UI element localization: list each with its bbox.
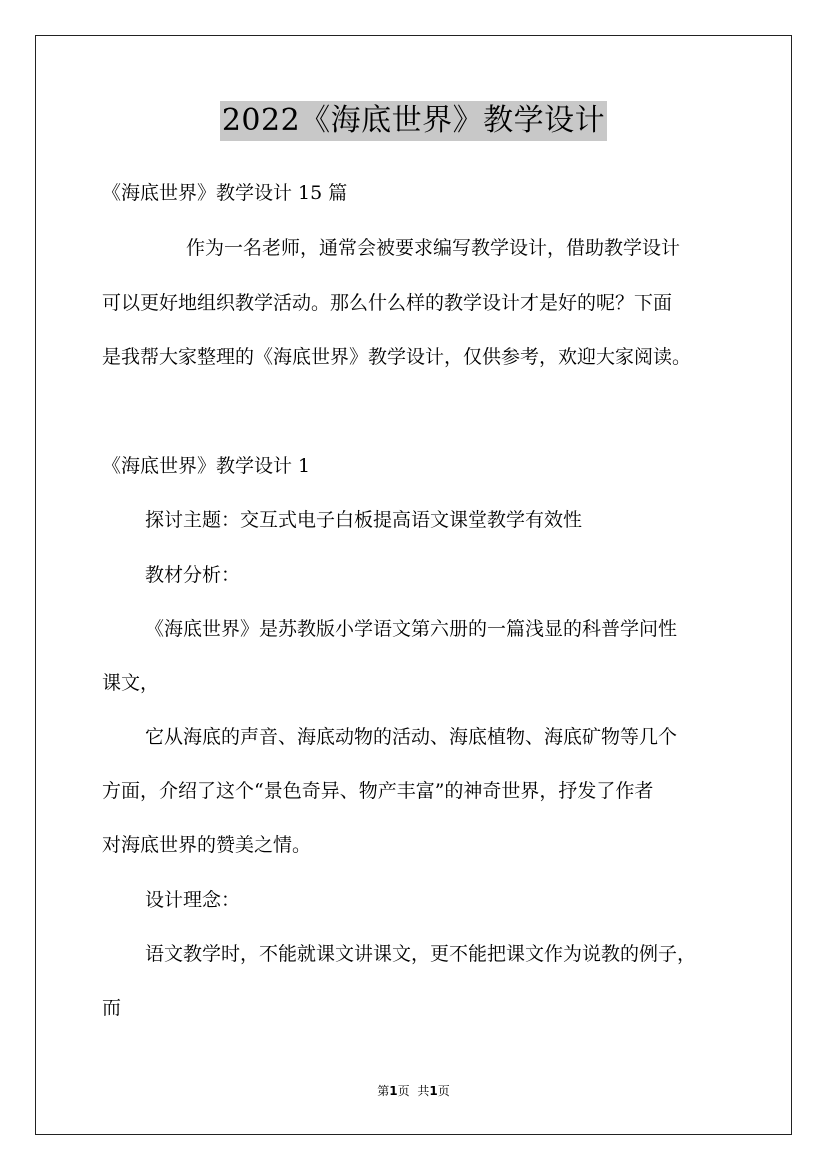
paragraph-concept-heading: 设计理念：	[145, 889, 241, 911]
intro-line-2: 可以更好地组织教学活动。那么什么样的教学设计才是好的呢？下面	[102, 292, 673, 314]
footer-page-number: 1	[389, 1084, 398, 1098]
footer-total-suffix: 页	[437, 1084, 450, 1098]
page-footer	[0, 1083, 827, 1099]
footer-page-prefix: 第	[377, 1084, 390, 1098]
paragraph-concept-line-2: 而	[102, 997, 122, 1019]
intro-line-3: 是我帮大家整理的《海底世界》教学设计，仅供参考，欢迎大家阅读。	[102, 346, 692, 368]
paragraph-material-heading: 教材分析：	[145, 564, 241, 586]
paragraph-material-line-2: 课文，	[102, 672, 160, 694]
document-subtitle: 《海底世界》教学设计 15 篇	[102, 182, 348, 204]
paragraph-topic: 探讨主题：交互式电子白板提高语文课堂教学有效性	[145, 509, 583, 531]
title-container	[0, 101, 827, 141]
paragraph-concept-line-1: 语文教学时，不能就课文讲课文，更不能把课文作为说教的例子，	[145, 943, 697, 965]
intro-line-1: 作为一名老师，通常会被要求编写教学设计，借助教学设计	[186, 237, 681, 259]
paragraph-content-line-3: 对海底世界的赞美之情。	[102, 834, 312, 856]
paragraph-content-line-1: 它从海底的声音、海底动物的活动、海底植物、海底矿物等几个	[145, 726, 678, 748]
section-heading: 《海底世界》教学设计 1	[102, 455, 311, 477]
footer-page-suffix: 页	[397, 1084, 410, 1098]
document-title: 2022《海底世界》教学设计	[220, 101, 607, 141]
footer-total-number: 1	[429, 1084, 438, 1098]
paragraph-content-line-2: 方面，介绍了这个“景色奇异、物产丰富”的神奇世界，抒发了作者	[102, 780, 654, 802]
paragraph-material-line-1: 《海底世界》是苏教版小学语文第六册的一篇浅显的科普学问性	[145, 618, 678, 640]
footer-total-prefix: 共	[417, 1084, 430, 1098]
